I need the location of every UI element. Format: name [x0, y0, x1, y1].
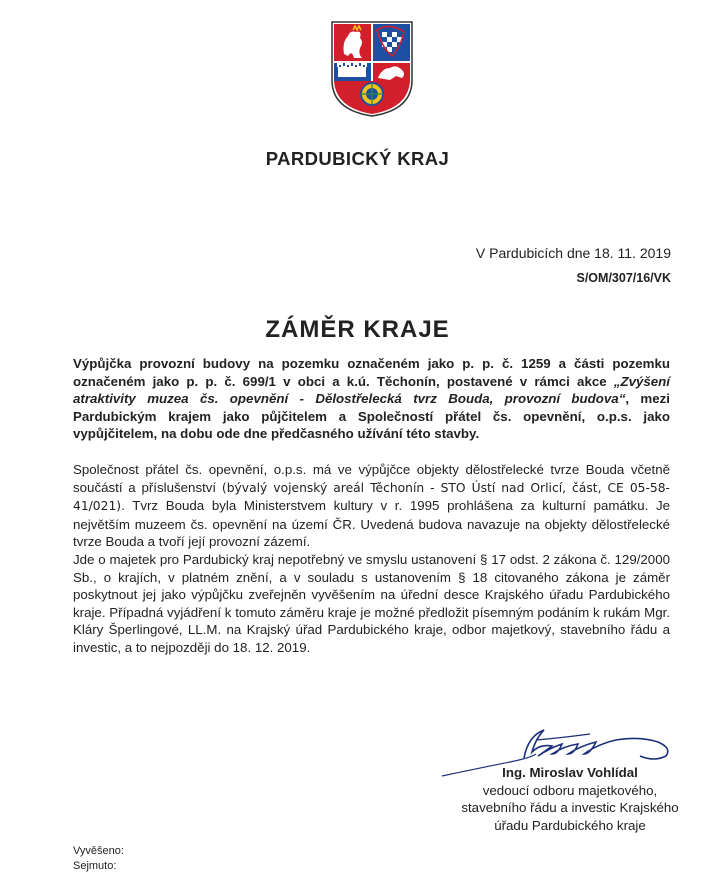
subject-text-2: , mezi Pardubickým krajem jako půjčitelem a Společností přátel čs. opevnění, o.p.s. jako vypůjčitelem, na dobu ode dne předčasného užívání této stavby.	[73, 391, 670, 441]
reference-number: S/OM/307/16/VK	[576, 271, 671, 285]
paragraph-1-area-note: (bývalý vojenský areál Těchonín - STO Ústí nad Orlicí, část, CE 05-58-41/021)	[73, 480, 670, 513]
signer-role-line-3: úřadu Pardubického kraje	[494, 817, 646, 833]
coat-of-arms-icon	[330, 20, 414, 118]
subject-paragraph	[73, 355, 670, 443]
signer-role-line-2: stavebního řádu a investic Krajského	[461, 800, 679, 815]
removed-label: Sejmuto:	[73, 860, 117, 872]
subject-action-title: „Zvýšení atraktivity muzea čs. opevnění - Dělostřelecká tvrz Bouda, provozní budova“	[73, 373, 670, 406]
paragraph-1-text-a: Společnost přátel čs. opevnění, o.p.s. má ve výpůjčce objekty dělostřelecké tvrze Bouda včetně součástí a příslušenství	[73, 462, 670, 495]
signature-block	[445, 764, 695, 834]
paragraph-1-text-c: . Tvrz Bouda byla Ministerstvem kultury v r. 1995 prohlášena za kulturní památku. Je největším muzeem čs. opevnění na území ČR. Uvedená budova navazuje na objekty dělostřelecké tvrze Bouda a tvoří její provozní zázemí.	[73, 498, 670, 549]
body-paragraph-2: Jde o majetek pro Pardubický kraj nepotřebný ve smyslu ustanovení § 17 odst. 2 zákona č. 129/2000 Sb., o krajích, v platném znění, a v souladu s ustanovením § 18 citovaného zákona je záměr poskytnout jej jako výpůjčku zveřejněn vyvěšením na úřední desce Krajského úřadu Pardubického kraje. Případná vyjádření k tomuto záměru kraje je možné předložit písemným podáním k rukám Mgr. Kláry Šperlingové, LL.M. na Krajský úřad Pardubického kraje, odbor majetkový, stavebního řádu a investic, a to nejpozději do 18. 12. 2019.	[73, 552, 670, 655]
authority-heading: PARDUBICKÝ KRAJ	[265, 148, 450, 169]
body-paragraph-1	[73, 461, 670, 551]
place-date: V Pardubicích dne 18. 11. 2019	[475, 245, 671, 261]
posted-label: Vyvěšeno:	[73, 845, 124, 857]
signer-name: Ing. Miroslav Vohlídal	[502, 765, 638, 780]
subject-text-1: Výpůjčka provozní budovy na pozemku označeném jako p. p. č. 1259 a části pozemku označeném jako p. p. č. 699/1 v obci a k.ú. Těchonín, postavené v rámci akce	[73, 356, 670, 389]
signer-role-line-1: vedoucí odboru majetkového,	[482, 782, 658, 798]
document-title: ZÁMĚR KRAJE	[265, 316, 450, 343]
